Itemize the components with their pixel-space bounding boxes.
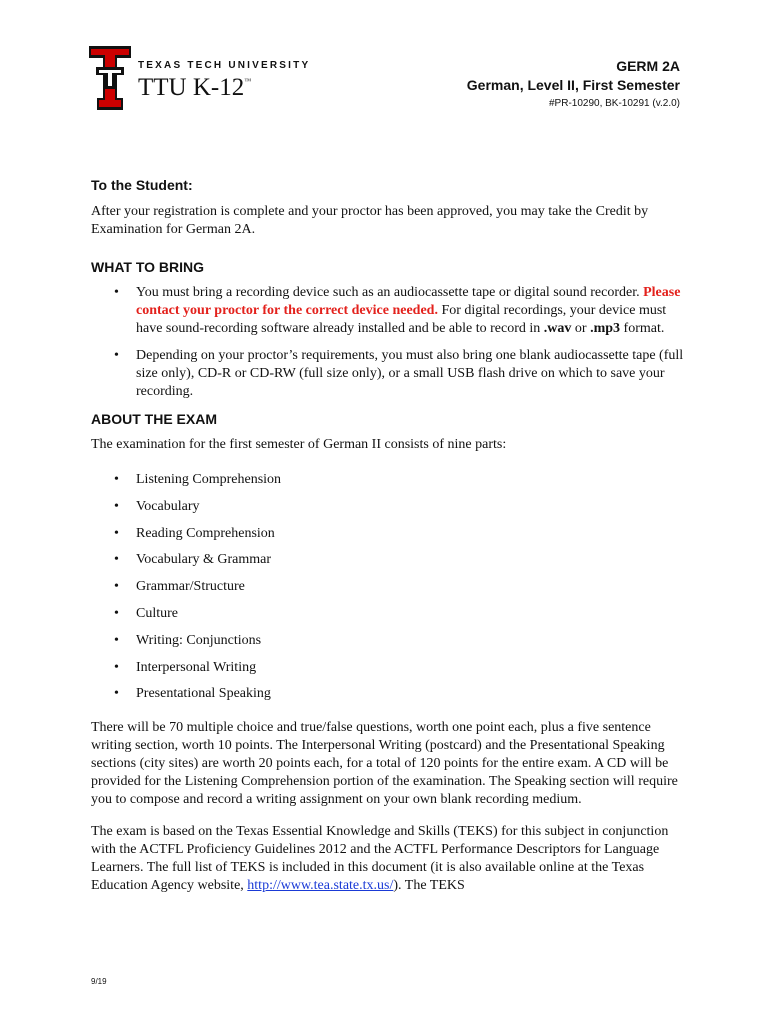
bullet-icon: •: [114, 285, 119, 300]
to-student-heading: To the Student:: [91, 177, 193, 193]
list-item: • You must bring a recording device such as an audiocassette tape or digital sound recorder. Please contact your proctor for the correct device needed. For digital recordings, your device must have sound-recording software already installed and be able to record in .wav or .mp3 format.: [114, 285, 681, 336]
ttu-k12-logo: [88, 45, 318, 111]
teks-paragraph: The exam is based on the Texas Essential Knowledge and Skills (TEKS) for this subject in conjunction with the ACTFL Proficiency Guidelines 2012 and the ACTFL Performance Descriptors for Language Learners. The full list of TEKS is included in this document (it is also available online at the Texas Education Agency website, http://www.tea.state.tx.us/). The TEKS: [91, 824, 669, 894]
bullet-icon: •: [114, 525, 119, 541]
course-code: GERM 2A: [616, 58, 680, 74]
bullet-icon: •: [114, 552, 119, 568]
list-item: • Grammar/Structure: [114, 579, 245, 595]
course-number: #PR-10290, BK-10291 (v.2.0): [548, 98, 680, 109]
bullet-icon: •: [114, 348, 119, 363]
university-name: TEXAS TECH UNIVERSITY: [138, 60, 311, 71]
exam-parts-list: [91, 471, 686, 703]
list-item: • Interpersonal Writing: [114, 659, 257, 675]
scoring-paragraph: There will be 70 multiple choice and true/false questions, worth one point each, plus a five sentence writing section, worth 10 points. The Interpersonal Writing (postcard) and the Presentational Speaking sections (city sites) are worth 20 points each, for a total of 120 points for the entire exam. A CD will be provided for the Listening Comprehension portion of the examination. The Speaking section will require you to compose and record a writing assignment on your own blank recording medium.: [91, 720, 678, 808]
list-item: • Vocabulary & Grammar: [114, 552, 272, 568]
list-item: • Listening Comprehension: [114, 472, 282, 487]
list-item: • Depending on your proctor’s requirements, you must also bring one blank audiocassette tape (full size only), CD-R or CD-RW (full size only), or a small USB flash drive on which to save your recording.: [114, 348, 684, 399]
course-info: [467, 57, 680, 111]
what-to-bring-heading: WHAT TO BRING: [91, 259, 205, 275]
bullet-icon: •: [114, 686, 119, 702]
list-item: • Writing: Conjunctions: [114, 632, 262, 648]
tea-website-link[interactable]: http://www.tea.state.tx.us/: [247, 878, 394, 894]
list-item: • Presentational Speaking: [114, 686, 271, 702]
bullet-icon: •: [114, 472, 119, 487]
course-title: German, Level II, First Semester: [466, 77, 680, 93]
document-body: [91, 176, 686, 895]
footer-date: 9/19: [91, 977, 107, 986]
bring-list: [91, 284, 686, 401]
trademark: ™: [244, 77, 252, 85]
about-intro: The examination for the first semester of German II consists of nine parts:: [91, 437, 507, 452]
double-t-logo-icon: [88, 45, 132, 111]
bullet-icon: •: [114, 632, 119, 648]
list-item: • Reading Comprehension: [114, 525, 275, 541]
program-name: TTU K-12™: [138, 74, 252, 101]
list-item: • Vocabulary: [114, 498, 200, 514]
bullet-icon: •: [114, 659, 119, 675]
bullet-icon: •: [114, 605, 119, 621]
proctor-device-notice: Please contact your proctor for the correct device needed.: [136, 285, 681, 318]
list-item: • Culture: [114, 605, 178, 621]
intro-paragraph: After your registration is complete and your proctor has been approved, you may take the Credit by Examination for German 2A.: [91, 204, 649, 237]
bullet-icon: •: [114, 579, 119, 595]
bullet-icon: •: [114, 498, 119, 514]
about-exam-heading: ABOUT THE EXAM: [91, 411, 217, 427]
